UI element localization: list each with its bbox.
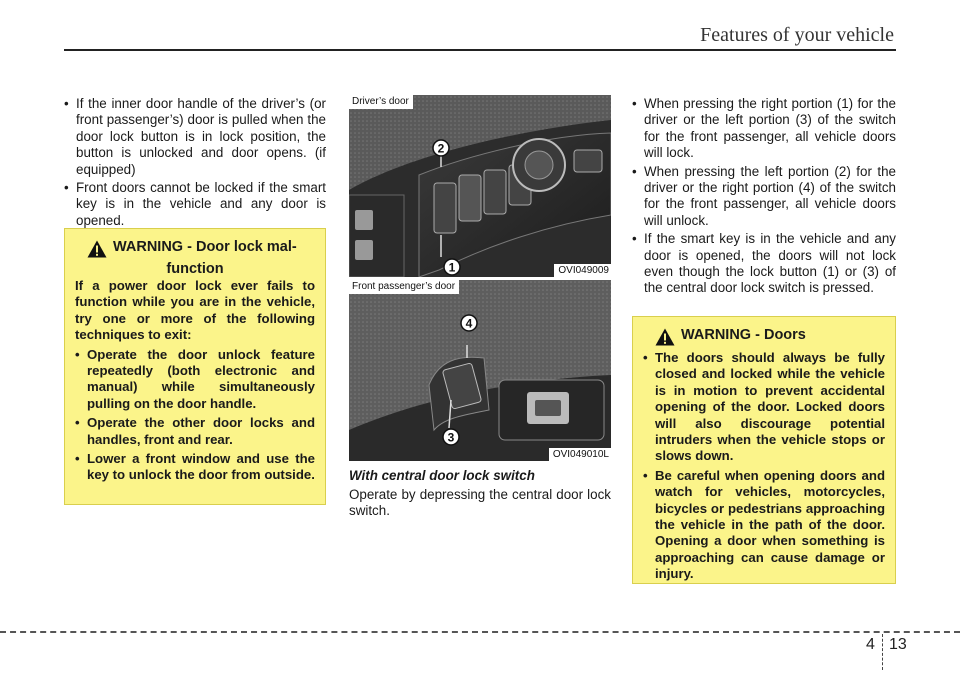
- right-column: [632, 96, 896, 299]
- warning-title: [113, 239, 297, 256]
- left-column: [64, 96, 326, 231]
- photo-code-passenger-door: OVI049010L: [549, 448, 611, 461]
- central-lock-heading: With central door lock switch: [349, 468, 535, 483]
- warning-bullet-3: • Lower a front window and use the key to unlock the door from outside.: [75, 451, 315, 484]
- photo-drivers-door: [349, 95, 611, 277]
- footer-rule: [0, 631, 960, 633]
- left-bullet-1: • If the inner door handle of the driver’s (or front passenger’s) door is pulled when the door lock button is in lock position, the button is unlocked and door opens. (if equipped): [64, 96, 326, 178]
- warning-box-door-lock: [64, 228, 326, 505]
- warning-title-row: [75, 239, 315, 258]
- warning-subject: Door lock mal-: [195, 239, 297, 255]
- photo-code-drivers-door: OVI049009: [554, 264, 611, 277]
- warning-intro: If a power door lock ever fails to function while you are in the vehicle, try one or more of the following techniques to exit:: [75, 278, 315, 343]
- warning-triangle-icon: [87, 240, 107, 258]
- warning-label: WARNING -: [681, 327, 760, 343]
- warning-label: WARNING -: [113, 239, 192, 255]
- central-lock-text: Operate by depressing the central door lock switch.: [349, 487, 611, 519]
- photo-label-passenger-door: Front passenger’s door: [349, 280, 459, 294]
- warning-triangle-icon: [655, 328, 675, 346]
- callout-label-3: 3: [447, 430, 455, 445]
- page-header-title: Features of your vehicle: [700, 24, 894, 46]
- right-bullet-3: • If the smart key is in the vehicle and any door is opened, the doors will not lock even though the lock button (1) or (3) of the central door lock switch is pressed.: [632, 231, 896, 297]
- right-bullet-1: • When pressing the right portion (1) for the driver or the left portion (3) of the switch for the front passenger, all vehicle doors will lock.: [632, 96, 896, 162]
- right-bullet-2: • When pressing the left portion (2) for the driver or the right portion (4) of the switch for the front passenger, all vehicle doors will unlock.: [632, 164, 896, 230]
- photo-label-drivers-door: Driver’s door: [349, 95, 413, 109]
- warning-bullet-2: • Operate the other door locks and handles, front and rear.: [75, 415, 315, 448]
- warning-bullet-1: • The doors should always be fully closed and locked while the vehicle is in motion to prevent accidental opening of the door. Locked doors will also discourage potential intruders when the vehicle stops or slows down.: [643, 350, 885, 465]
- callout-label-4: 4: [465, 316, 473, 331]
- callout-label-2: 2: [437, 141, 445, 156]
- warning-bullet-1: • Operate the door unlock feature repeatedly (both electronic and manual) while simultaneously pulling on the door handle.: [75, 347, 315, 413]
- page-chapter-number: 4: [866, 636, 875, 653]
- page-number: 13: [889, 636, 907, 653]
- photo-passenger-door: [349, 280, 611, 461]
- callout-label-1: 1: [448, 260, 456, 275]
- warning-subject-line2: function: [166, 261, 224, 277]
- drivers-door-illustration: [349, 95, 611, 277]
- page-number-divider: [882, 634, 883, 670]
- warning-subject: Doors: [763, 327, 806, 343]
- passenger-door-illustration: [349, 280, 611, 461]
- header-rule: [64, 49, 896, 51]
- left-bullet-2: • Front doors cannot be locked if the smart key is in the vehicle and any door is opened.: [64, 180, 326, 229]
- warning-title: [681, 327, 806, 344]
- warning-title-row: [643, 327, 885, 346]
- warning-box-doors: [632, 316, 896, 584]
- warning-bullet-2: • Be careful when opening doors and watch for vehicles, motorcycles, bicycles or pedestrians approaching the vehicle in the path of the door. Opening a door when something is approaching can cause damage or injury.: [643, 468, 885, 583]
